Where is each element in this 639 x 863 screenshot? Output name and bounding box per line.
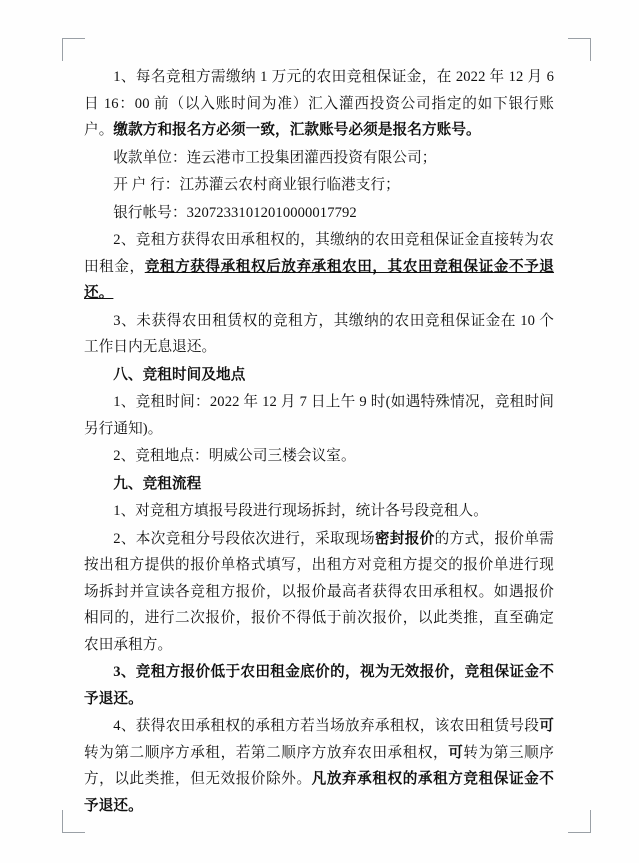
crop-mark-bottom-right <box>568 810 591 833</box>
text-run: 可 <box>539 718 554 734</box>
text-run: 密封报价 <box>374 530 435 547</box>
text-run: 3、未获得农田租赁权的竞租方，其缴纳的农田竞租保证金在 10 个工作日内无息退还。 <box>84 312 554 355</box>
paragraph <box>84 443 554 470</box>
text-run: 2、本次竞租分号段依次进行，采取现场 <box>113 530 375 547</box>
crop-mark-bottom-left <box>62 810 85 833</box>
paragraph <box>84 200 554 227</box>
paragraph <box>84 172 554 199</box>
text-run: 1、对竞租方填报号段进行现场拆封，统计各号段竞租人。 <box>113 503 488 519</box>
text-run: 2、竞租地点：明威公司三楼会议室。 <box>113 448 356 464</box>
paragraph <box>84 498 554 525</box>
text-run: 银行帐号：32072331012010000017792 <box>113 204 357 221</box>
section-heading <box>84 362 554 389</box>
text-run: 2、竞租方获得农田承租权的，其缴纳的农田竞租保证金直接转为农田租金， <box>84 232 554 275</box>
text-run: 的方式，报价单需按出租方提供的报价单格式填写，出租方对竞租方提交的报价单进行现场拆封并宣读各竞租方报价，以报价最高者获得农田承租权。如遇报价相同的，进行二次报价，报价不得低于前次报价，以此类推，直至确定农田承租方。 <box>84 530 554 653</box>
paragraph <box>84 227 554 307</box>
text-run: 4、获得农田承租权的承租方若当场放弃承租权，该农田租赁号段 <box>113 718 540 734</box>
paragraph <box>84 64 558 144</box>
paragraph <box>84 145 554 172</box>
text-run: 可 <box>448 744 464 761</box>
text-run: 转为第二顺序方承租，若第二顺序方放弃农田承租权， <box>84 744 449 761</box>
text-run: 竞租方获得承租权后放弃承租农田，其农田竞租保证金不予退还。 <box>84 258 555 301</box>
text-run: 开 户 行：江苏灌云农村商业银行临港支行； <box>113 177 400 193</box>
section-heading <box>84 471 554 498</box>
crop-mark-top-left <box>62 38 85 61</box>
text-run: 3、竞租方报价低于农田租金底价的，视为无效报价，竞租保证金不予退还。 <box>84 664 554 707</box>
paragraph <box>84 308 554 361</box>
text-run: 八、竞租时间及地点 <box>113 366 246 383</box>
text-run: 转为第三顺序方，以此类推，但无效报价除外。 <box>84 744 554 787</box>
text-run: 凡放弃承租权的承租方竞租保证金不予退还。 <box>84 771 554 814</box>
text-run: 九、竞租流程 <box>113 475 202 492</box>
text-run: 1、每名竞租方需缴纳 1 万元的农田竞租保证金，在 2022 年 12 月 6 日 16：00 前（以入账时间为准）汇入灌西投资公司指定的如下银行账户。 <box>84 69 558 138</box>
text-run: 收款单位：连云港市工投集团灌西投资有限公司； <box>113 149 437 166</box>
document-body <box>84 64 558 820</box>
paragraph <box>84 389 554 442</box>
text-run: 1、竞租时间：2022 年 12 月 7 日上午 9 时(如遇特殊情况，竞租时间另行通知)。 <box>84 394 554 437</box>
crop-mark-top-right <box>568 38 591 61</box>
paragraph <box>84 713 554 819</box>
paragraph <box>84 659 554 712</box>
paragraph <box>84 526 554 659</box>
text-run: 缴款方和报名方必须一致，汇款账号必须是报名方账号。 <box>113 122 481 138</box>
